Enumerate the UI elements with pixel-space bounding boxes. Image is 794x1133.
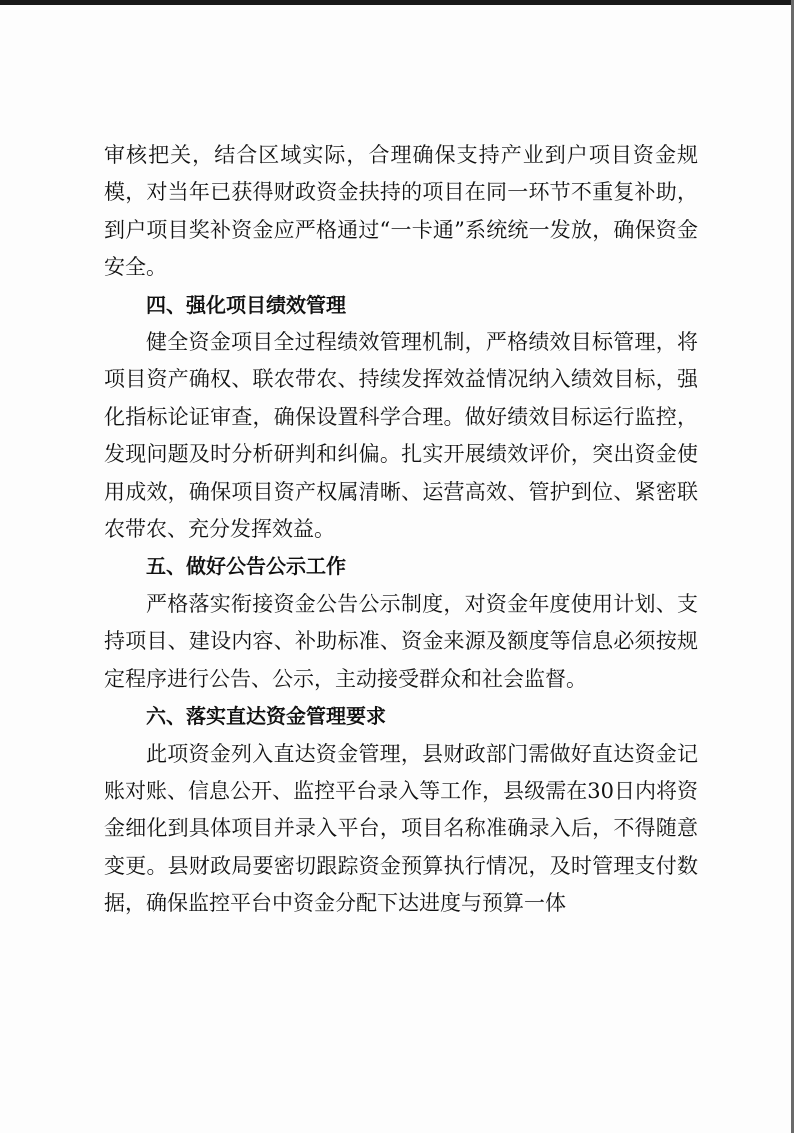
- paragraph-performance: 健全资金项目全过程绩效管理机制，严格绩效目标管理，将项目资产确权、联农带农、持续发挥效益情况纳入绩效目标，强化指标论证审查，确保设置科学合理。做好绩效目标运行监控，发现问题及时分析研判和纠偏。扎实开展绩效评价，突出资金使用成效，确保项目资产权属清晰、运营高效、管护到位、紧密联农带农、充分发挥效益。: [104, 330, 698, 542]
- section-heading-6: 六、落实直达资金管理要求: [146, 704, 386, 729]
- document-body: [104, 137, 698, 923]
- paragraph-direct-funds: 此项资金列入直达资金管理，县财政部门需做好直达资金记账对账、信息公开、监控平台录入等工作，县级需在30日内将资金细化到具体项目并录入平台，项目名称准确录入后，不得随意变更。县财政局要密切跟踪资金预算执行情况，及时管理支付数据，确保监控平台中资金分配下达进度与预算一体: [104, 741, 698, 916]
- section-heading-5: 五、做好公告公示工作: [146, 554, 346, 579]
- section-heading-4: 四、强化项目绩效管理: [146, 292, 346, 317]
- paragraph-public-notice: 严格落实衔接资金公告公示制度，对资金年度使用计划、支持项目、建设内容、补助标准、资金来源及额度等信息必须按规定程序进行公告、公示，主动接受群众和社会监督。: [104, 591, 698, 691]
- scan-top-edge: [0, 0, 794, 5]
- paragraph-continued: 审核把关，结合区域实际，合理确保支持产业到户项目资金规模，对当年已获得财政资金扶持的项目在同一环节不重复补助，到户项目奖补资金应严格通过“一卡通”系统统一发放，确保资金安全。: [104, 143, 698, 280]
